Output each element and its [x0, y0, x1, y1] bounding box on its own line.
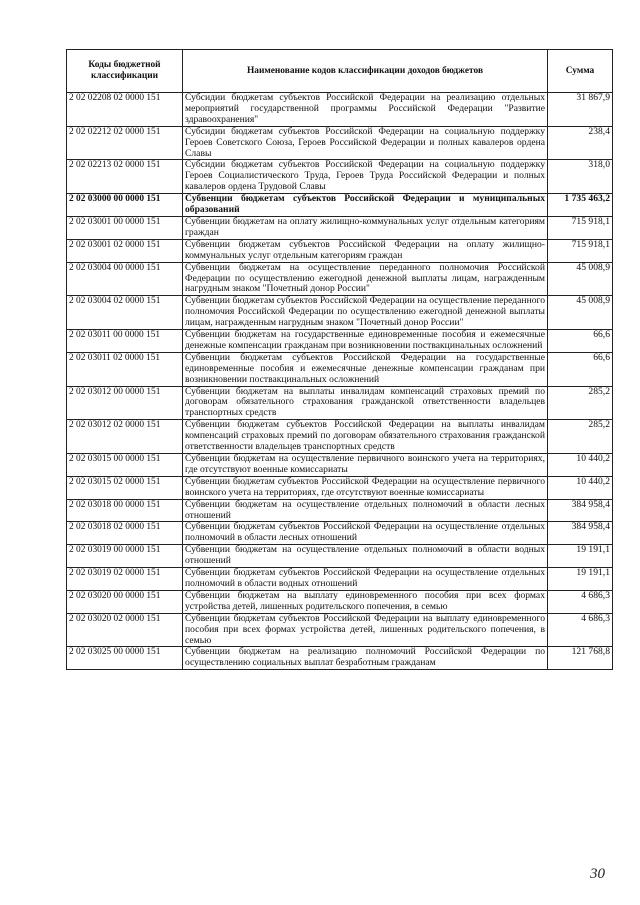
row-sum: 1 735 463,2: [548, 194, 613, 217]
row-code: 2 02 03019 00 0000 151: [67, 545, 183, 568]
row-code: 2 02 03012 00 0000 151: [67, 386, 183, 420]
table-row: [67, 330, 613, 353]
row-sum: 45 008,9: [548, 296, 613, 330]
table-row: [67, 545, 613, 568]
table-row: [67, 613, 613, 647]
row-sum: 238,4: [548, 126, 613, 160]
table-row: [67, 522, 613, 545]
row-sum: 66,6: [548, 352, 613, 386]
row-code: 2 02 03001 02 0000 151: [67, 239, 183, 262]
row-name: Субвенции бюджетам на оплату жилищно-коммунальных услуг отдельным категориям граждан: [183, 216, 548, 239]
row-name: Субвенции бюджетам субъектов Российской Федерации на оплату жилищно-коммунальных услуг отдельным категориям граждан: [183, 239, 548, 262]
row-name: Субвенции бюджетам субъектов Российской Федерации на осуществление переданного полномочия Российской Федерации по осуществлению ежегодной денежной выплаты лицам, награжденным нагрудным знаком "Почетный донор России": [183, 296, 548, 330]
table-row: [67, 296, 613, 330]
row-sum: 715 918,1: [548, 239, 613, 262]
row-code: 2 02 03020 02 0000 151: [67, 613, 183, 647]
row-code: 2 02 03001 00 0000 151: [67, 216, 183, 239]
page-number: 30: [590, 866, 605, 882]
row-code: 2 02 03018 00 0000 151: [67, 499, 183, 522]
row-name: Субсидии бюджетам субъектов Российской Федерации на социальную поддержку Героев Социалистического Труда, Героев Труда Российской Федерации и полных кавалеров ордена Трудовой Славы: [183, 160, 548, 194]
row-name: Субвенции бюджетам на выплату единовременного пособия при всех формах устройства детей, лишенных родительского попечения, в семью: [183, 590, 548, 613]
row-code: 2 02 03000 00 0000 151: [67, 194, 183, 217]
row-name: Субвенции бюджетам субъектов Российской Федерации на выплаты инвалидам компенсаций страховых премий по договорам обязательного страхования гражданской ответственности владельцев транспортных средств: [183, 420, 548, 454]
table-row: [67, 352, 613, 386]
row-code: 2 02 03004 02 0000 151: [67, 296, 183, 330]
row-name: Субвенции бюджетам субъектов Российской Федерации и муниципальных образований: [183, 194, 548, 217]
row-name: Субвенции бюджетам на реализацию полномочий Российской Федерации по осуществлению социальных выплат безработным гражданам: [183, 647, 548, 670]
row-sum: 10 440,2: [548, 476, 613, 499]
row-sum: 4 686,3: [548, 613, 613, 647]
row-code: 2 02 03018 02 0000 151: [67, 522, 183, 545]
row-sum: 66,6: [548, 330, 613, 353]
row-code: 2 02 03011 02 0000 151: [67, 352, 183, 386]
table-row: [67, 568, 613, 591]
row-name: Субвенции бюджетам субъектов Российской Федерации на выплату единовременного пособия при всех формах устройства детей, лишенных родительского попечения, в семью: [183, 613, 548, 647]
table-row: [67, 93, 613, 127]
table-row: [67, 476, 613, 499]
row-name: Субвенции бюджетам субъектов Российской Федерации на государственные единовременные пособия и ежемесячные денежные компенсации гражданам при возникновении поствакцинальных осложнений: [183, 352, 548, 386]
row-code: 2 02 02213 02 0000 151: [67, 160, 183, 194]
table-body: [67, 93, 613, 670]
table-row: [67, 590, 613, 613]
row-sum: 45 008,9: [548, 262, 613, 296]
row-sum: 715 918,1: [548, 216, 613, 239]
row-code: 2 02 03025 00 0000 151: [67, 647, 183, 670]
row-name: Субвенции бюджетам субъектов Российской Федерации на осуществление первичного воинского учета на территориях, где отсутствуют военные комиссариаты: [183, 476, 548, 499]
table-row: [67, 647, 613, 670]
row-code: 2 02 03012 02 0000 151: [67, 420, 183, 454]
row-sum: 121 768,8: [548, 647, 613, 670]
row-name: Субвенции бюджетам на выплаты инвалидам компенсаций страховых премий по договорам обязательного страхования гражданской ответственности владельцев транспортных средств: [183, 386, 548, 420]
budget-classification-table: [66, 49, 613, 670]
row-sum: 384 958,4: [548, 522, 613, 545]
row-code: 2 02 02212 02 0000 151: [67, 126, 183, 160]
header-name: Наименование кодов классификации доходов бюджетов: [183, 50, 548, 93]
row-code: 2 02 03011 00 0000 151: [67, 330, 183, 353]
row-sum: 19 191,1: [548, 545, 613, 568]
header-sum: Сумма: [548, 50, 613, 93]
table-row: [67, 420, 613, 454]
table-row: [67, 126, 613, 160]
row-name: Субвенции бюджетам на осуществление отдельных полномочий в области водных отношений: [183, 545, 548, 568]
row-name: Субвенции бюджетам на осуществление отдельных полномочий в области лесных отношений: [183, 499, 548, 522]
row-sum: 31 867,9: [548, 93, 613, 127]
table-row: [67, 194, 613, 217]
row-sum: 285,2: [548, 386, 613, 420]
row-name: Субсидии бюджетам субъектов Российской Федерации на социальную поддержку Героев Советского Союза, Героев Российской Федерации и полных кавалеров ордена Славы: [183, 126, 548, 160]
row-code: 2 02 03015 02 0000 151: [67, 476, 183, 499]
row-name: Субвенции бюджетам на государственные единовременные пособия и ежемесячные денежные компенсации гражданам при возникновении поствакцинальных осложнений: [183, 330, 548, 353]
table-header-row: [67, 50, 613, 93]
row-code: 2 02 03015 00 0000 151: [67, 454, 183, 477]
row-sum: 4 686,3: [548, 590, 613, 613]
row-code: 2 02 03020 00 0000 151: [67, 590, 183, 613]
row-name: Субвенции бюджетам субъектов Российской Федерации на осуществление отдельных полномочий в области лесных отношений: [183, 522, 548, 545]
row-sum: 285,2: [548, 420, 613, 454]
table-row: [67, 160, 613, 194]
table-row: [67, 239, 613, 262]
row-sum: 318,0: [548, 160, 613, 194]
row-code: 2 02 03004 00 0000 151: [67, 262, 183, 296]
table-row: [67, 386, 613, 420]
header-code: Коды бюджетной классификации: [67, 50, 183, 93]
row-code: 2 02 03019 02 0000 151: [67, 568, 183, 591]
row-code: 2 02 02208 02 0000 151: [67, 93, 183, 127]
table-row: [67, 262, 613, 296]
row-name: Субвенции бюджетам на осуществление первичного воинского учета на территориях, где отсутствуют военные комиссариаты: [183, 454, 548, 477]
row-name: Субвенции бюджетам субъектов Российской Федерации на осуществление отдельных полномочий в области водных отношений: [183, 568, 548, 591]
row-sum: 10 440,2: [548, 454, 613, 477]
row-sum: 19 191,1: [548, 568, 613, 591]
row-name: Субсидии бюджетам субъектов Российской Федерации на реализацию отдельных мероприятий государственной программы Российской Федерации "Развитие здравоохранения": [183, 93, 548, 127]
table-row: [67, 499, 613, 522]
row-name: Субвенции бюджетам на осуществление переданного полномочия Российской Федерации по осуществлению ежегодной денежной выплаты лицам, награжденным нагрудным знаком "Почетный донор России": [183, 262, 548, 296]
table-row: [67, 454, 613, 477]
table-row: [67, 216, 613, 239]
row-sum: 384 958,4: [548, 499, 613, 522]
